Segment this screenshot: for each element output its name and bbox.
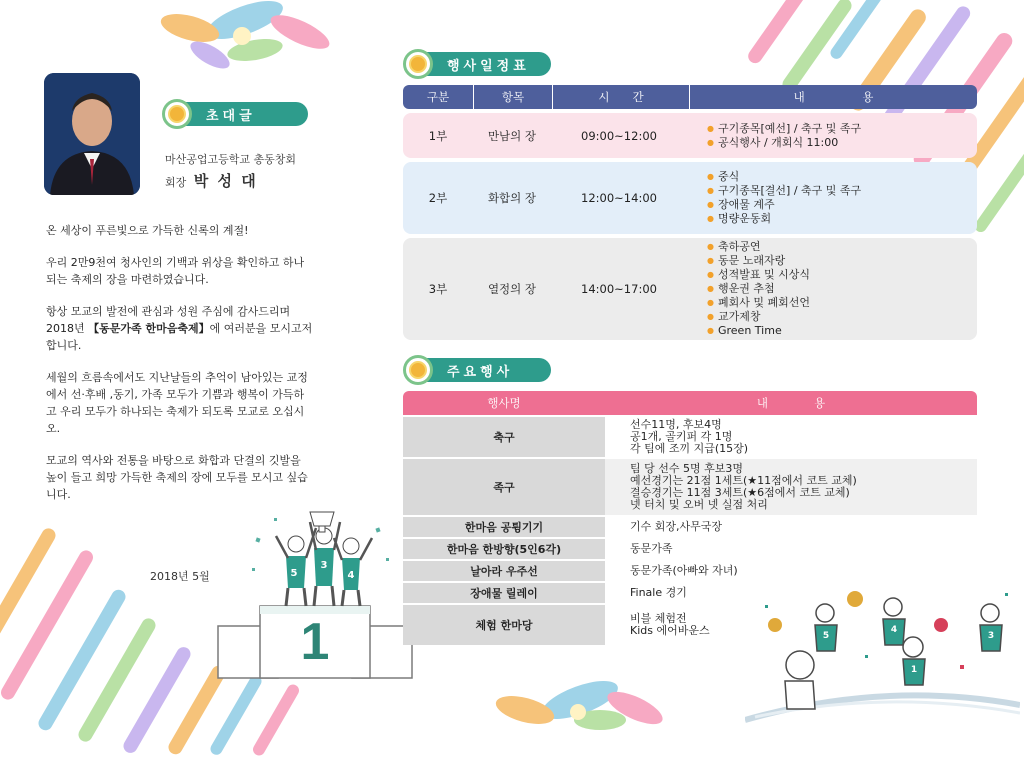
main-event-detail-line: 예선경기는 21점 1세트(★11점에서 코트 교체) [630, 474, 857, 487]
letter-p3-text: 항상 모교의 발전에 관심과 성원 주심에 감사드리며 2018년 [46, 305, 291, 335]
invitation-title: 초대글 [170, 102, 308, 126]
letter-paragraph-4: 세월의 흐름속에서도 지난날들의 추억이 남아있는 교정에서 선·후배 ,동기, 가족 모두가 기쁨과 행복이 가득하고 우리 모두가 하나되는 축제가 되도록 모교로 오십시오. [46, 371, 308, 435]
letter-paragraph-2: 우리 2만9천여 청사인의 기백과 위상을 확인하고 하나되는 축제의 장을 마련하였습니다. [46, 256, 305, 286]
schedule-item: 화합의 장 [487, 191, 537, 205]
jersey-number: 4 [890, 625, 898, 635]
schedule-table [403, 85, 977, 340]
school-name: 마산공업고등학교 총동창회 [165, 153, 297, 166]
author-name: 박 성 대 [193, 172, 258, 190]
schedule-bullet-item: ● 장애물 계주 [707, 198, 861, 212]
main-event-details [605, 459, 977, 515]
main-events-header-row [403, 391, 977, 415]
main-event-details [605, 417, 977, 457]
schedule-time: 12:00~14:00 [581, 191, 657, 205]
main-events-header-cell: 내 용 [756, 396, 826, 410]
main-event-name: 장애물 릴레이 [403, 583, 605, 603]
main-event-name: 날아라 우주선 [403, 561, 605, 581]
main-event-details [605, 517, 977, 537]
main-events-title-badge [403, 355, 551, 385]
invitation-letter [46, 222, 314, 518]
jersey-number: 4 [347, 570, 355, 581]
festival-name: 【동문가족 한마음축제】 [88, 322, 210, 335]
main-events-header-cell: 행사명 [487, 396, 521, 410]
schedule-title-badge [403, 49, 551, 79]
main-event-detail-line: 기수 회장,사무국장 [630, 520, 723, 533]
schedule-content [687, 238, 977, 340]
schedule-header-cell: 구분 [403, 85, 474, 109]
jersey-number: 3 [987, 631, 995, 641]
schedule-bullet-item: ● 중식 [707, 170, 861, 184]
main-event-name: 한마음 한방향(5인6각) [403, 539, 605, 559]
schedule-part: 2부 [428, 191, 448, 205]
main-event-detail-line: 결승경기는 11점 3세트(★6점에서 코트 교체) [630, 486, 850, 499]
runners-illustration [745, 585, 1020, 725]
invitation-title-badge [162, 99, 308, 129]
schedule-bullet-item: ● 교가제창 [707, 310, 810, 324]
author-role: 회장 [165, 176, 187, 189]
main-event-details [605, 539, 977, 559]
schedule-row [403, 238, 977, 340]
schedule-bullet-item: ● 구기종목[예선] / 축구 및 족구 [707, 122, 861, 136]
author-line [165, 170, 258, 191]
badge-icon [162, 99, 192, 129]
main-event-detail-line: 팀 당 선수 5명 후보3명 [630, 462, 743, 475]
schedule-content [687, 162, 977, 234]
schedule-header-cell: 내 용 [793, 90, 874, 104]
main-event-detail-line: 넷 터치 및 오버 넷 실점 처리 [630, 498, 768, 511]
main-event-detail-line: 각 팀에 조끼 지급(15장) [630, 442, 749, 455]
main-event-row [403, 559, 977, 581]
schedule-bullet-item: ● Green Time [707, 324, 810, 338]
main-event-detail-line: 선수11명, 후보4명 [630, 418, 722, 431]
schedule-item: 만남의 장 [487, 128, 537, 143]
schedule-time: 09:00~12:00 [581, 128, 657, 143]
schedule-part: 1부 [428, 128, 448, 143]
main-event-detail-line: Kids 에어바운스 [630, 624, 710, 637]
main-event-name: 축구 [403, 417, 605, 457]
schedule-bullet-item: ● 폐회사 및 폐회선언 [707, 296, 810, 310]
schedule-bullet-item: ● 행운권 추첨 [707, 282, 810, 296]
schedule-row [403, 162, 977, 234]
main-event-detail-line: 동문가족(아빠와 자녀) [630, 564, 738, 577]
letter-paragraph-5: 모교의 역사와 전통을 바탕으로 화합과 단결의 깃발을 높이 들고 희망 가득한 축제의 장에 모두를 모시고 싶습니다. [46, 454, 308, 501]
letter-paragraph-1: 온 세상이 푸른빛으로 가득한 신록의 계절! [46, 224, 249, 237]
jersey-number: 5 [290, 568, 298, 579]
jersey-number: 1 [910, 665, 918, 675]
schedule-row [403, 113, 977, 158]
schedule-bullet-item: ● 축하공연 [707, 240, 810, 254]
schedule-bullet-item: ● 명량운동회 [707, 212, 861, 226]
podium-rank-number: 1 [300, 613, 330, 671]
schedule-bullet-item: ● 공식행사 / 개회식 11:00 [707, 136, 861, 150]
main-event-row [403, 415, 977, 457]
letter-date: 2018년 5월 [150, 570, 210, 583]
running-figures [745, 585, 1020, 725]
main-event-details [605, 561, 977, 581]
flower-decoration-bottom [480, 660, 680, 730]
schedule-content [687, 113, 977, 158]
badge-icon [403, 355, 433, 385]
letter-paragraph-3 [46, 303, 314, 354]
main-event-detail-line: 비블 체험전 [630, 612, 687, 625]
jersey-number: 5 [822, 631, 830, 641]
main-event-name: 족구 [403, 459, 605, 515]
schedule-header-row [403, 85, 977, 109]
letter-p3-text-end: 에 여러분을 모시고저 합니다. [46, 322, 313, 352]
flower-decoration-top [150, 0, 340, 70]
main-event-detail-line: 동문가족 [630, 542, 673, 555]
portrait-image [44, 73, 140, 195]
chairman-photo [44, 73, 140, 195]
schedule-item: 열정의 장 [487, 282, 537, 296]
schedule-header-cell: 항목 [474, 85, 553, 109]
schedule-time: 14:00~17:00 [581, 282, 657, 296]
badge-icon [403, 49, 433, 79]
schedule-bullet-item: ● 동문 노래자랑 [707, 254, 810, 268]
schedule-header-cell: 시 간 [553, 85, 690, 109]
jersey-number: 3 [320, 560, 328, 571]
main-events-title: 주요행사 [411, 358, 551, 382]
main-event-detail-line: 공1개, 골키퍼 각 1명 [630, 430, 733, 443]
main-event-row [403, 537, 977, 559]
schedule-title: 행사일정표 [411, 52, 551, 76]
schedule-bullet-item: ● 구기종목[결선] / 축구 및 족구 [707, 184, 861, 198]
main-event-name: 한마음 공튕기기 [403, 517, 605, 537]
main-event-detail-line: Finale 경기 [630, 586, 687, 599]
main-event-name: 체험 한마당 [403, 605, 605, 645]
main-event-row [403, 457, 977, 515]
main-event-row [403, 515, 977, 537]
winners-podium [216, 508, 414, 680]
schedule-bullet-item: ● 성적발표 및 시상식 [707, 268, 810, 282]
schedule-part: 3부 [428, 282, 448, 296]
